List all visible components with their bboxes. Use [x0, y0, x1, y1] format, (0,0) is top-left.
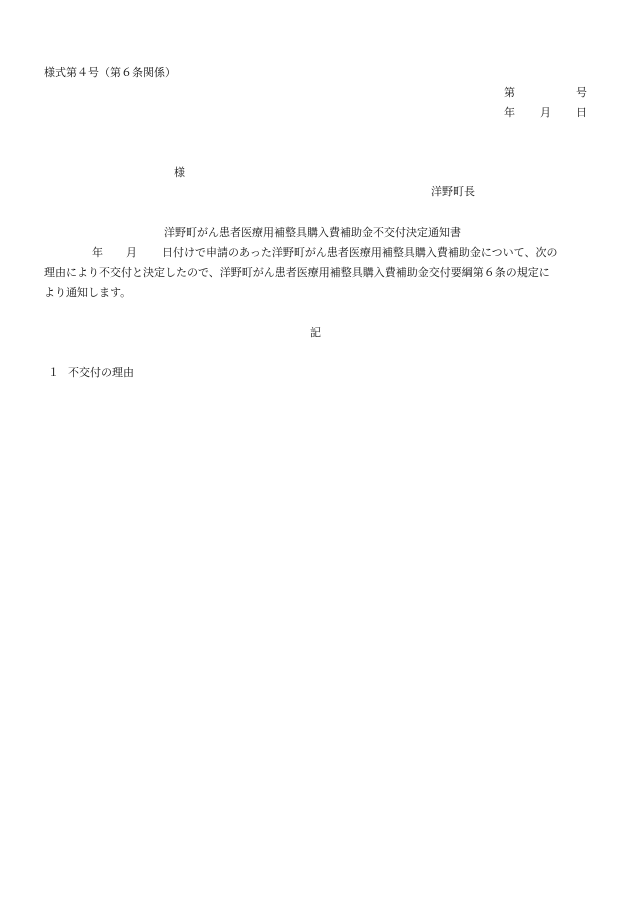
body-text-line-3: より通知します。 — [44, 286, 132, 299]
body-text-line-2: 理由により不交付と決定したので、洋野町がん患者医療用補整具購入費補助金交付要綱第６条の規定に — [44, 266, 550, 279]
item-text: 不交付の理由 — [68, 366, 134, 379]
form-label: 様式第４号（第６条関係） — [44, 66, 176, 79]
date-day-label: 日 — [576, 106, 587, 119]
document-number-suffix: 号 — [576, 86, 587, 99]
document-title: 洋野町がん患者医療用補整具購入費補助金不交付決定通知書 — [164, 226, 461, 239]
document-number-prefix: 第 — [504, 86, 515, 99]
date-year-label: 年 — [504, 106, 515, 119]
date-month-label: 月 — [540, 106, 551, 119]
item-number: １ — [48, 366, 59, 379]
issuer-name: 洋野町長 — [431, 185, 475, 198]
ki-heading: 記 — [310, 326, 321, 339]
body-date-year: 年 — [92, 246, 103, 259]
body-date-month: 月 — [126, 246, 137, 259]
addressee-suffix: 様 — [174, 166, 185, 179]
body-text-line-1: 日付けで申請のあった洋野町がん患者医療用補整具購入費補助金について、次の — [162, 246, 558, 259]
